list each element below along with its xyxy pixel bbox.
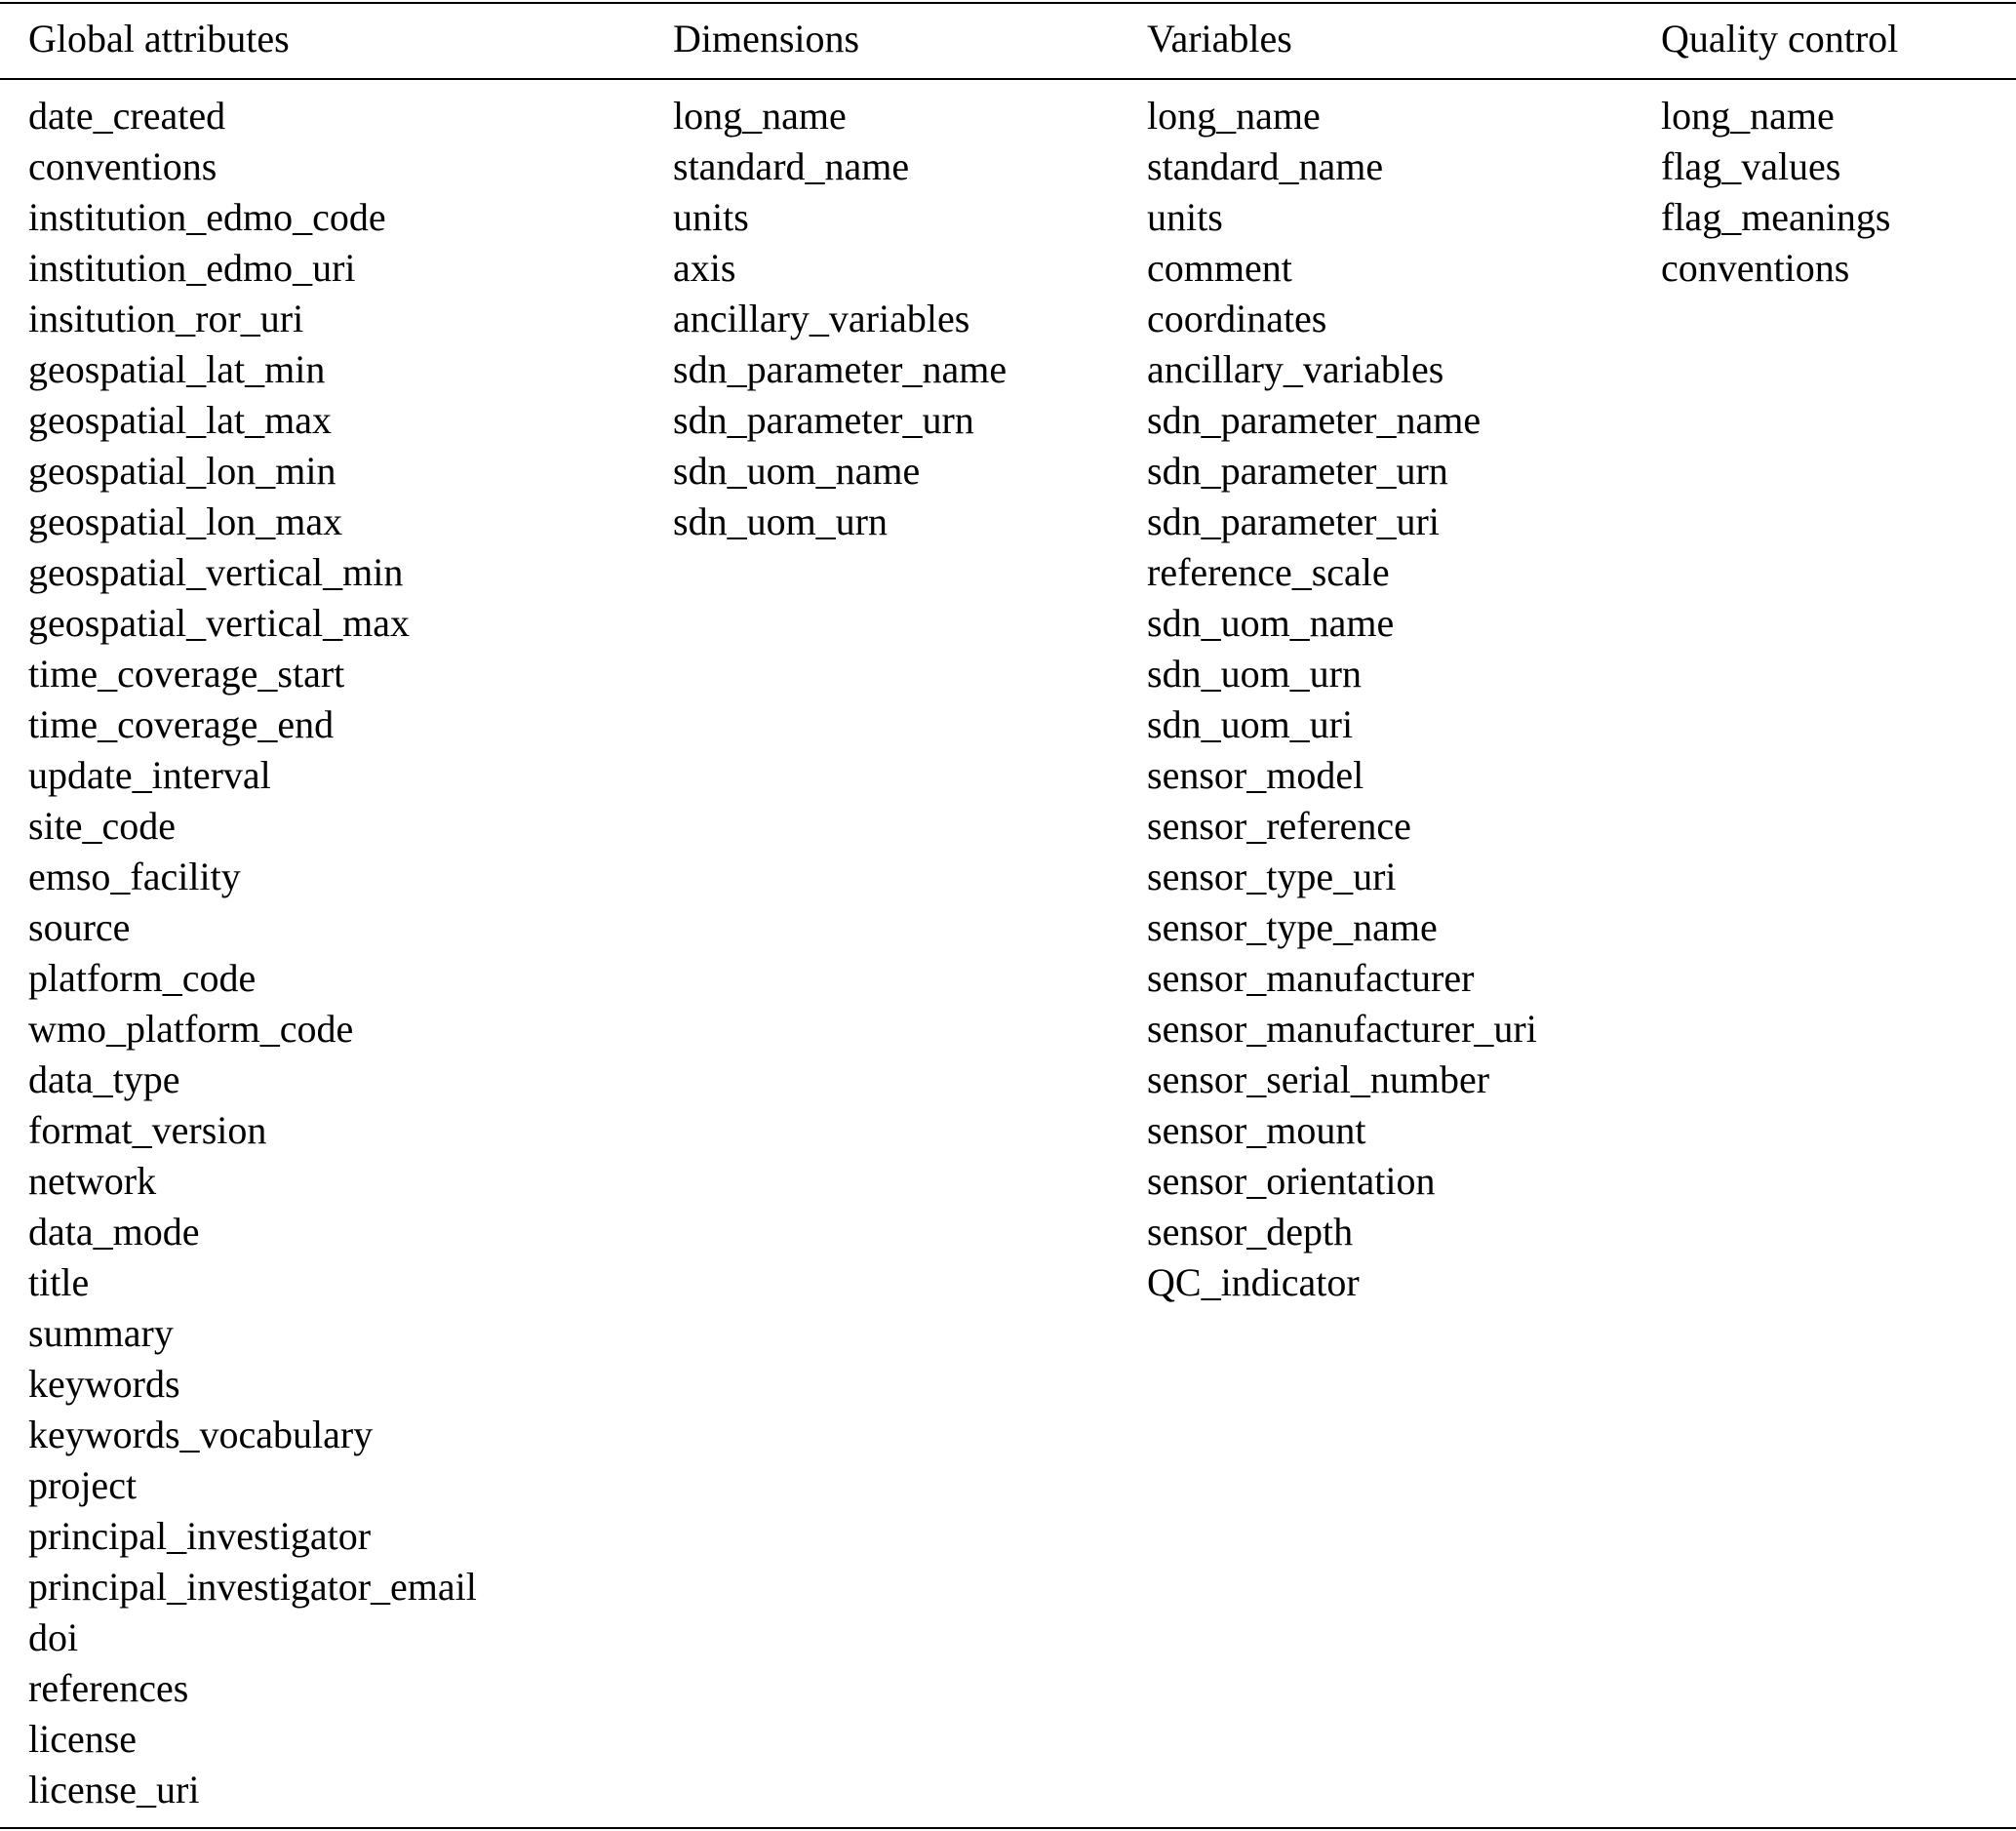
table-cell: geospatial_vertical_max — [28, 601, 410, 645]
table-cell: ancillary_variables — [673, 297, 970, 340]
table-cell: source — [28, 905, 131, 949]
table-cell: geospatial_lon_min — [28, 449, 336, 493]
table-cell: sdn_parameter_urn — [673, 398, 974, 442]
table-cell: references — [28, 1666, 189, 1710]
table-cell: project — [28, 1463, 138, 1507]
table-cell: geospatial_lat_min — [28, 347, 326, 391]
table-cell: sdn_uom_name — [673, 449, 921, 493]
table-cell: sdn_parameter_urn — [1147, 449, 1448, 493]
table-cell: platform_code — [28, 956, 257, 1000]
table-cell: date_created — [28, 94, 226, 138]
table-header-row — [0, 0, 2016, 78]
table-cell: keywords_vocabulary — [28, 1413, 374, 1456]
table-cell: sensor_model — [1147, 753, 1364, 797]
table-cell: title — [28, 1260, 90, 1304]
table-cell: comment — [1147, 246, 1292, 290]
table-cell: site_code — [28, 804, 177, 848]
table-cell: institution_edmo_uri — [28, 246, 356, 290]
table-cell: time_coverage_end — [28, 702, 335, 746]
table-cell: sensor_mount — [1147, 1108, 1366, 1152]
table-cell: geospatial_lon_max — [28, 499, 343, 543]
table-cell: sdn_uom_uri — [1147, 702, 1354, 746]
column-variables — [1147, 91, 1537, 1308]
table-cell: long_name — [673, 94, 847, 138]
table-cell: data_type — [28, 1057, 180, 1101]
table-cell: doi — [28, 1615, 79, 1659]
table-cell: wmo_platform_code — [28, 1007, 354, 1051]
table-cell: sdn_uom_name — [1147, 601, 1395, 645]
table-cell: institution_edmo_code — [28, 195, 386, 239]
table-cell: sdn_parameter_name — [673, 347, 1008, 391]
header-variables: Variables — [1147, 17, 1292, 60]
table-cell: sdn_parameter_name — [1147, 398, 1482, 442]
table-cell: geospatial_vertical_min — [28, 550, 404, 594]
table-cell: principal_investigator — [28, 1514, 372, 1558]
table-cell: license_uri — [28, 1768, 200, 1811]
table-cell: standard_name — [673, 144, 910, 188]
bottom-rule — [0, 1827, 2016, 1829]
table-cell: flag_values — [1661, 144, 1841, 188]
table-cell: insitution_ror_uri — [28, 297, 304, 340]
table-cell: sdn_uom_urn — [673, 499, 888, 543]
table-cell: summary — [28, 1311, 174, 1355]
table-cell: ancillary_variables — [1147, 347, 1444, 391]
table-cell: keywords — [28, 1362, 180, 1406]
table-cell: units — [1147, 195, 1223, 239]
table-cell: standard_name — [1147, 144, 1384, 188]
table-cell: long_name — [1661, 94, 1835, 138]
table-cell: sensor_reference — [1147, 804, 1411, 848]
table-cell: sensor_type_name — [1147, 905, 1438, 949]
header-global-attributes: Global attributes — [28, 17, 290, 60]
table-cell: sensor_manufacturer_uri — [1147, 1007, 1537, 1051]
table-cell: conventions — [28, 144, 217, 188]
table-cell: units — [673, 195, 749, 239]
table-cell: principal_investigator_email — [28, 1565, 477, 1609]
column-dimensions — [673, 91, 1007, 547]
table-cell: axis — [673, 246, 736, 290]
column-quality-control — [1661, 91, 1891, 294]
table-cell: QC_indicator — [1147, 1260, 1360, 1304]
table-cell: sensor_type_uri — [1147, 855, 1397, 898]
table-cell: format_version — [28, 1108, 267, 1152]
table-cell: network — [28, 1159, 157, 1203]
table-cell: reference_scale — [1147, 550, 1390, 594]
table-cell: sdn_uom_urn — [1147, 652, 1362, 696]
table-cell: emso_facility — [28, 855, 241, 898]
table-cell: time_coverage_start — [28, 652, 345, 696]
header-dimensions: Dimensions — [673, 17, 860, 60]
table-cell: sdn_parameter_uri — [1147, 499, 1440, 543]
column-global-attributes — [28, 91, 477, 1815]
table-cell: sensor_manufacturer — [1147, 956, 1475, 1000]
table-cell: flag_meanings — [1661, 195, 1891, 239]
table-cell: geospatial_lat_max — [28, 398, 333, 442]
table-cell: conventions — [1661, 246, 1850, 290]
table-cell: sensor_depth — [1147, 1210, 1354, 1254]
header-quality-control: Quality control — [1661, 17, 1899, 60]
table-cell: long_name — [1147, 94, 1321, 138]
table-cell: sensor_orientation — [1147, 1159, 1436, 1203]
table-cell: update_interval — [28, 753, 271, 797]
table-cell: sensor_serial_number — [1147, 1057, 1490, 1101]
table-cell: data_mode — [28, 1210, 200, 1254]
table-cell: license — [28, 1717, 138, 1761]
header-rule — [0, 78, 2016, 80]
table-cell: coordinates — [1147, 297, 1327, 340]
